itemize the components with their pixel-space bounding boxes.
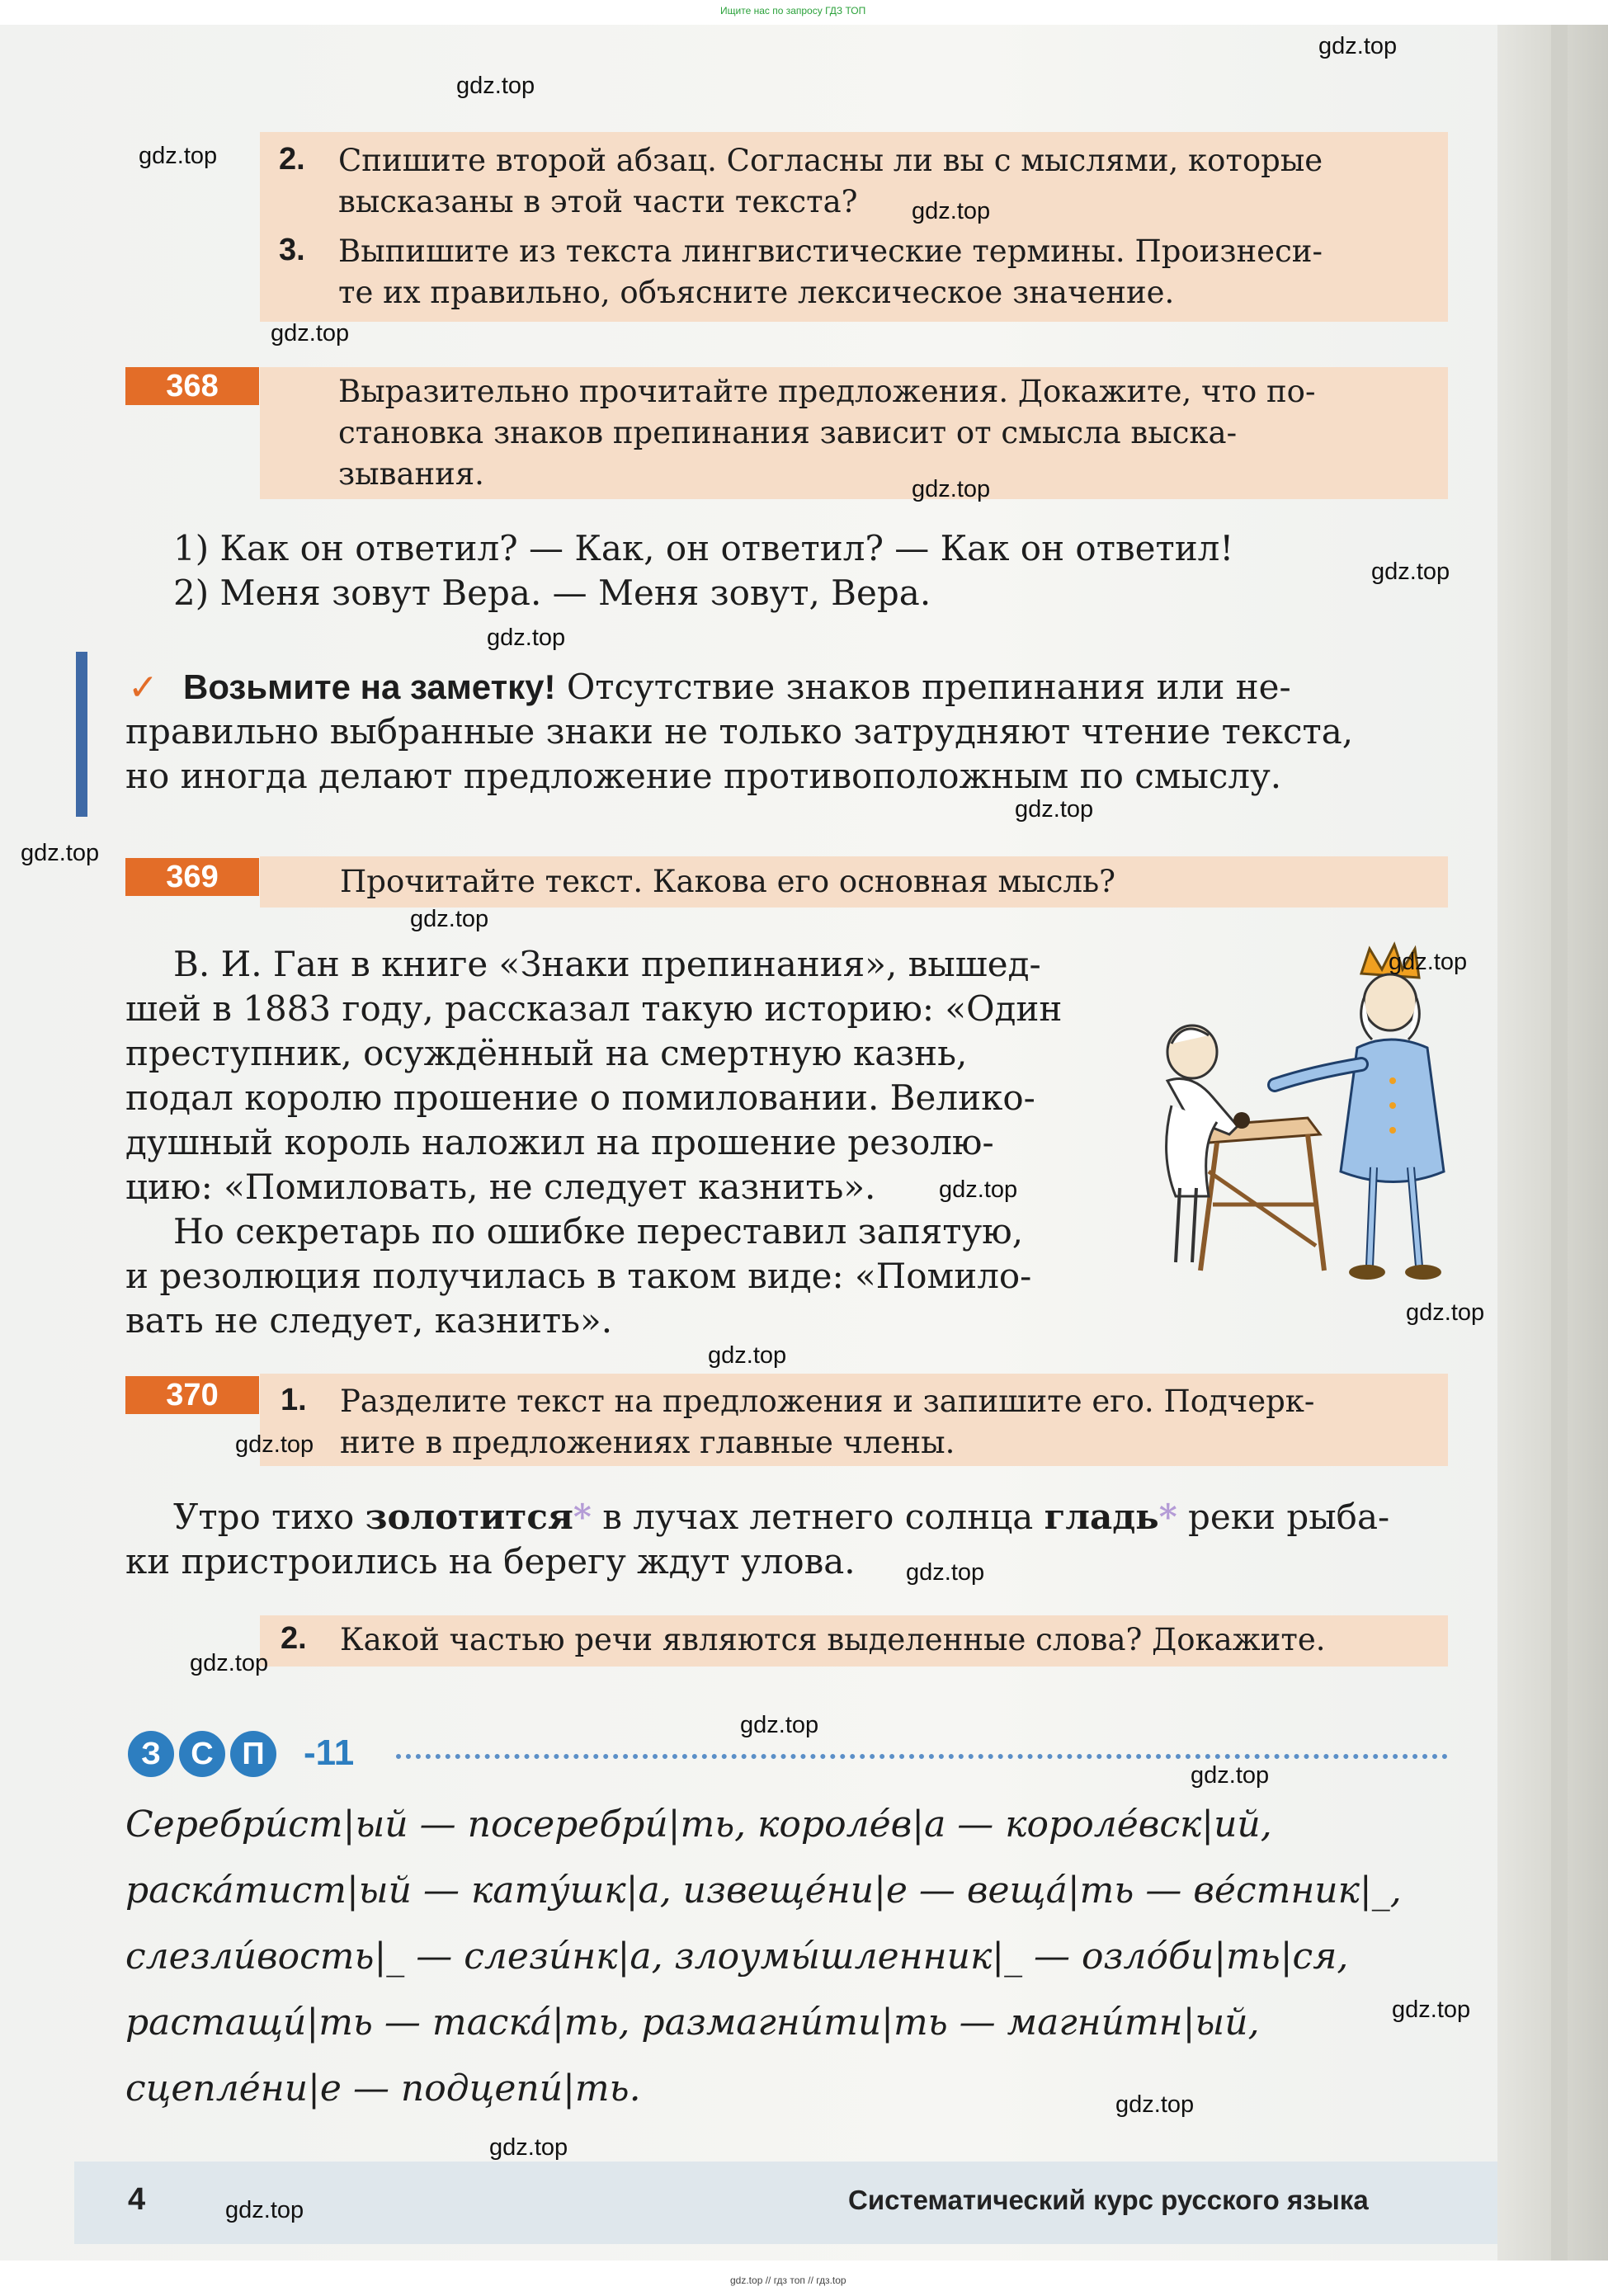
task-370-item-number: 2. [281,1621,307,1656]
task-368-line: становка знаков препинания зависит от смысла выска- [338,415,1238,450]
watermark: gdz.top [1318,33,1398,59]
asterisk-icon: * [573,1497,592,1537]
watermark: gdz.top [906,1559,985,1586]
note-accent-bar [76,652,87,817]
bottom-note: gdz.top // гдз топ // гдз.top [730,2275,846,2286]
watermark: gdz.top [939,1176,1018,1203]
zsp-line: растащи́|ть — таска́|ть, размагни́ти|ть — магни́тн|ый, [125,2001,1260,2044]
sentence-part: в лучах летнего солнца [591,1497,1044,1537]
watermark: gdz.top [708,1342,787,1369]
task-369-number: 369 [125,858,259,896]
task-369-text-line: В. И. Ган в книге «Знаки препинания», вышед- [173,944,1041,984]
watermark: gdz.top [1115,2091,1195,2118]
task-370-item-2-text: Какой частью речи являются выделенные слова? Докажите. [340,1622,1326,1657]
watermark: gdz.top [225,2197,304,2223]
watermark: gdz.top [1191,1762,1270,1789]
watermark: gdz.top [139,143,218,169]
task-368-line: зывания. [338,456,484,492]
watermark: gdz.top [456,73,535,99]
table [1200,1118,1324,1271]
task-367-item-3-line-2: те их правильно, объясните лексическое значение. [338,275,1175,310]
watermark: gdz.top [1015,796,1094,823]
zsp-number: -11 [304,1733,355,1773]
watermark: gdz.top [190,1650,269,1676]
zsp-letter: С [179,1731,225,1777]
task-369-text-line: подал королю прошение о помиловании. Велико- [125,1077,1035,1118]
king-figure [1275,945,1444,1280]
task-370-item-number: 1. [281,1383,307,1417]
page-binding [1551,0,1568,2296]
watermark: gdz.top [912,476,991,502]
checkmark-icon: ✓ [128,667,158,709]
task-368-line: Выразительно прочитайте предложения. Докажите, что по- [338,374,1316,409]
task-367-item-2-line-1: Спишите второй абзац. Согласны ли вы с мыслями, которые [338,143,1323,178]
task-368-example: 2) Меня зовут Вера. — Меня зовут, Вера. [173,573,931,613]
page-number: 4 [128,2182,146,2217]
note-line-2: правильно выбранные знаки не только затрудняют чтение текста, [125,711,1354,752]
highlighted-word: золотится [365,1497,573,1537]
watermark: gdz.top [1371,559,1450,585]
watermark: gdz.top [912,198,991,224]
task-369-text-line: и резолюция получилась в таком виде: «Помило- [125,1256,1032,1296]
sentence-part: Утро тихо [173,1497,365,1537]
task-369-instruction: Прочитайте текст. Какова его основная мысль? [340,864,1115,899]
task-369-text-line: преступник, осуждённый на смертную казнь, [125,1033,968,1073]
zsp-dotted-rule [396,1754,1448,1759]
king-and-secretary-illustration [1151,941,1497,1304]
watermark: gdz.top [489,2134,568,2161]
task-370-sentence-line-1 [173,1495,1389,1539]
watermark: gdz.top [21,840,100,866]
asterisk-icon: * [1158,1497,1177,1537]
top-note: Ищите нас по запросу ГДЗ ТОП [720,5,866,17]
task-369-text-line: шей в 1883 году, рассказал такую историю: «Один [125,988,1063,1029]
task-369-text-line: душный король наложил на прошение резолю- [125,1122,994,1162]
zsp-line: слезли́вость|_ — слези́нк|а, злоумы́шленник|_ — озло́би|ть|ся, [125,1935,1349,1978]
task-369-text-line: цию: «Помиловать, не следует казнить». [125,1167,876,1207]
task-367-item-3-line-1: Выпишите из текста лингвистические термины. Произнеси- [338,233,1323,269]
note-text: Отсутствие знаков препинания или не- [555,667,1291,707]
watermark: gdz.top [487,625,566,651]
task-370-sentence-line-2: ки пристроились на берегу ждут улова. [125,1541,856,1582]
book-title: Систематический курс русского языка [848,2185,1369,2215]
note-heading: Возьмите на заметку! [183,667,556,706]
sentence-part: реки рыба- [1177,1497,1390,1537]
note-line-1 [183,665,1291,710]
zsp-letter: П [230,1731,276,1777]
zsp-line: Серебри́ст|ый — посеребри́|ть, короле́в|а — короле́вск|ий, [125,1803,1272,1846]
task-370-item-1-line-1: Разделите текст на предложения и запишите его. Подчерк- [340,1384,1315,1419]
watermark: gdz.top [1406,1299,1485,1326]
task-370-number: 370 [125,1376,259,1414]
watermark: gdz.top [271,320,350,347]
task-368-number: 368 [125,367,259,405]
zsp-logo [128,1731,281,1777]
watermark: gdz.top [1392,1997,1471,2023]
task-370-item-1-line-2: ните в предложениях главные члены. [340,1425,955,1460]
task-368-example: 1) Как он ответил? — Как, он ответил? — Как он ответил! [173,528,1234,568]
highlighted-word: гладь [1044,1497,1159,1537]
zsp-line: раска́тист|ый — кату́шк|а, извеще́ни|е — веща́|ть — ве́стник|_, [125,1869,1402,1912]
watermark: gdz.top [1389,949,1468,975]
watermark: gdz.top [235,1431,314,1458]
watermark: gdz.top [740,1712,819,1738]
note-line-3: но иногда делают предложение противоположным по смыслу. [125,756,1282,796]
zsp-line: сцепле́ни|е — подцепи́|ть. [125,2067,641,2110]
task-367-item-number: 2. [279,142,305,177]
task-367-item-2-line-2: высказаны в этой части текста? [338,184,858,219]
watermark: gdz.top [410,906,489,932]
zsp-letter: З [128,1731,174,1777]
task-369-text-line: Но секретарь по ошибке переставил запятую, [173,1211,1024,1252]
task-367-item-number: 3. [279,233,305,267]
task-369-text-line: вать не следует, казнить». [125,1300,613,1341]
